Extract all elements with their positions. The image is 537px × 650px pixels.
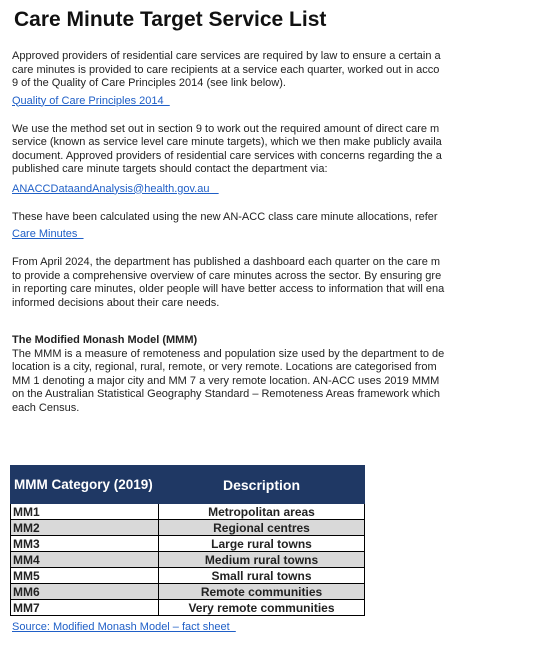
mmm-description: Large rural towns: [159, 536, 365, 552]
dashboard-line-3: in reporting care minutes, older people will have better access to information that will ena: [12, 283, 445, 295]
table-row: [11, 568, 365, 584]
mmm-line-3: MM 1 denoting a major city and MM 7 a very remote location. AN-ACC uses 2019 MMM: [12, 374, 440, 387]
table-row: [11, 584, 365, 600]
page-title: Care Minute Target Service List: [14, 8, 327, 31]
source-fact-sheet-link[interactable]: Source: Modified Monash Model – fact sheet: [12, 621, 236, 633]
quality-of-care-link[interactable]: Quality of Care Principles 2014: [12, 94, 170, 107]
method-line-1: We use the method set out in section 9 to work out the required amount of direct care m: [12, 122, 440, 135]
method-line-3: document. Approved providers of residential care services with concerns regarding the a: [12, 149, 442, 162]
method-line-4: published care minute targets should contact the department via:: [12, 163, 328, 175]
intro-line-1: Approved providers of residential care services are required by law to ensure a certain a: [12, 50, 441, 62]
mmm-table: [10, 465, 365, 616]
mmm-code: MM6: [11, 584, 159, 600]
header-description: Description: [159, 466, 365, 504]
mmm-line-2: location is a city, regional, rural, remote, or very remote. Locations are categorised from: [12, 361, 437, 373]
table-row: [11, 552, 365, 568]
mmm-code: MM5: [11, 568, 159, 584]
mmm-line-4: on the Australian Statistical Geography Standard – Remoteness Areas framework which: [12, 388, 441, 400]
intro-line-3: 9 of the Quality of Care Principles 2014 (see link below).: [12, 77, 286, 89]
mmm-description: Metropolitan areas: [159, 504, 365, 520]
intro-line-2: care minutes is provided to care recipients at a service each quarter, worked out in acco: [12, 63, 440, 76]
mmm-code: MM1: [11, 504, 159, 520]
mmm-line-5: each Census.: [12, 401, 80, 414]
method-line-2: service (known as service level care minute targets), which we then make publicly availa: [12, 136, 442, 148]
dashboard-line-4: informed decisions about their care needs.: [12, 296, 220, 309]
document-body: [12, 8, 470, 415]
table-row: [11, 520, 365, 536]
care-minutes-link[interactable]: Care Minutes: [12, 228, 84, 240]
mmm-description: Remote communities: [159, 584, 365, 600]
table-row: [11, 536, 365, 552]
mmm-code: MM7: [11, 600, 159, 616]
dashboard-line-1: From April 2024, the department has published a dashboard each quarter on the care m: [12, 256, 441, 268]
mmm-heading: The Modified Monash Model (MMM): [12, 334, 198, 346]
mmm-description: Medium rural towns: [159, 552, 365, 568]
mmm-description: Regional centres: [159, 520, 365, 536]
table-row: [11, 600, 365, 616]
mmm-code: MM2: [11, 520, 159, 536]
table-row: [11, 504, 365, 520]
dashboard-line-2: to provide a comprehensive overview of care minutes across the sector. By ensuring gre: [12, 269, 442, 282]
mmm-description: Very remote communities: [159, 600, 365, 616]
calc-line-1: These have been calculated using the new AN-ACC class care minute allocations, refer: [12, 210, 438, 223]
mmm-code: MM4: [11, 552, 159, 568]
mmm-code: MM3: [11, 536, 159, 552]
header-mmm-category: MMM Category (2019): [11, 466, 159, 504]
email-link[interactable]: ANACCDataandAnalysis@health.gov.au: [12, 182, 219, 195]
mmm-line-1: The MMM is a measure of remoteness and population size used by the department to de: [12, 347, 445, 360]
mmm-description: Small rural towns: [159, 568, 365, 584]
